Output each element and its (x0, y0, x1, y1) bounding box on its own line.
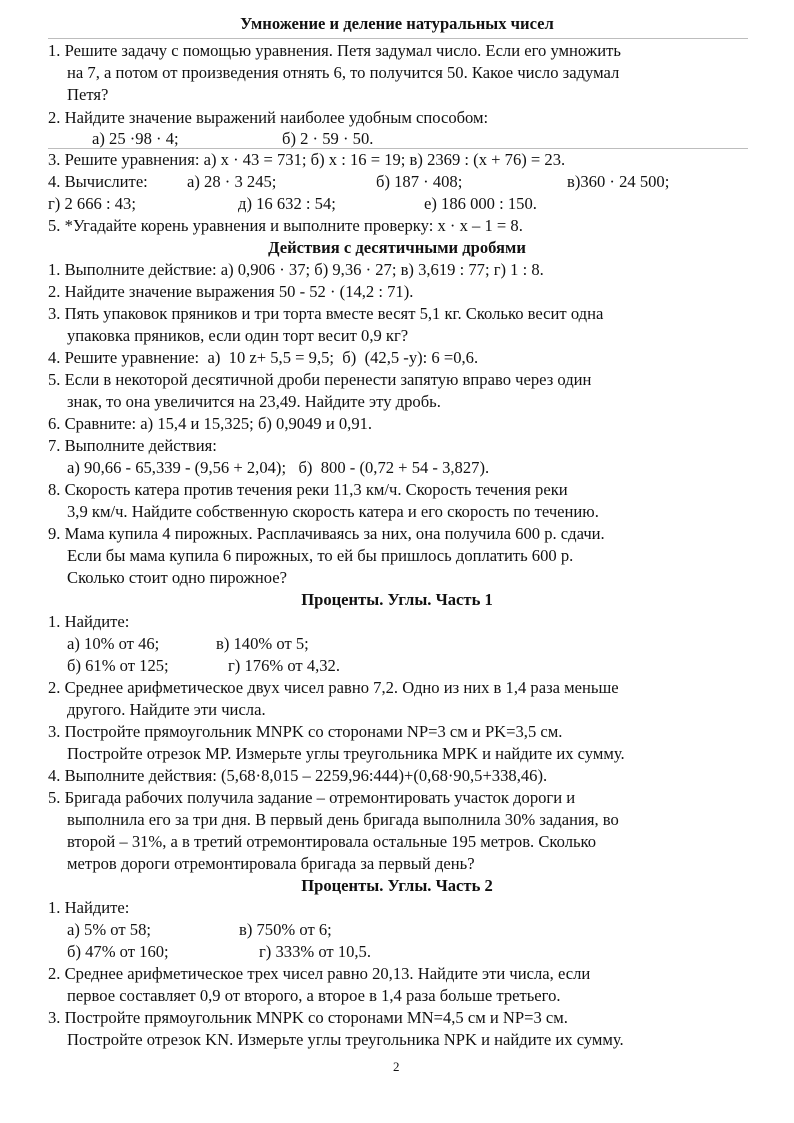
problem-subitem: г) 333% от 10,5. (259, 942, 372, 961)
problem-line: 3. Постройте прямоугольник MNPK со сторонами MN=4,5 см и NP=3 см. (48, 1008, 568, 1027)
problem-line: Постройте отрезок MP. Измерьте углы треугольника MPK и найдите их сумму. (67, 744, 625, 763)
problem-line: Сколько стоит одно пирожное? (67, 568, 287, 587)
problem-line: 5. Если в некоторой десятичной дроби перенести запятую вправо через один (48, 370, 592, 389)
problem-line: знак, то она увеличится на 23,49. Найдите эту дробь. (67, 392, 441, 411)
problem-line: 2. Найдите значение выражений наиболее удобным способом: (48, 108, 489, 127)
problem-line: 2. Найдите значение выражения 50 - 52 · (14,2 : 71). (48, 282, 414, 301)
problem-line: 9. Мама купила 4 пирожных. Расплачиваясь за них, она получила 600 р. сдачи. (48, 524, 605, 543)
problem-subitem: а) 25 ·98 · 4; (92, 129, 179, 148)
problem-subitem: б) 187 · 408; (376, 172, 463, 191)
problem-subitem: в)360 · 24 500; (567, 172, 670, 191)
problem-subitem: г) 176% от 4,32. (228, 656, 341, 675)
problem-line: 2. Среднее арифметическое трех чисел равно 20,13. Найдите эти числа, если (48, 964, 591, 983)
section-title-decimals: Действия с десятичными дробями (268, 238, 526, 257)
problem-line: второй – 31%, а в третий отремонтировала остальные 195 метров. Сколько (67, 832, 597, 851)
page-number: 2 (393, 1059, 400, 1074)
problem-line: 1. Найдите: (48, 898, 130, 917)
problem-line: метров дороги отремонтировала бригада за первый день? (67, 854, 475, 873)
problem-line: 5. Бригада рабочих получила задание – отремонтировать участок дороги и (48, 788, 576, 807)
problem-line: на 7, а потом от произведения отнять 6, то получится 50. Какое число задумал (67, 63, 620, 82)
problem-line: 1. Найдите: (48, 612, 130, 631)
problem-line: 4. Вычислите: (48, 172, 148, 191)
problem-subitem: б) 2 · 59 · 50. (282, 129, 374, 148)
problem-line: 4. Выполните действия: (5,68·8,015 – 2259,96:444)+(0,68·90,5+338,46). (48, 766, 548, 785)
problem-line: Петя? (67, 85, 109, 104)
problem-line: 1. Выполните действие: а) 0,906 · 37; б) 9,36 · 27; в) 3,619 : 77; г) 1 : 8. (48, 260, 544, 279)
problem-line: Если бы мама купила 6 пирожных, то ей бы пришлось доплатить 600 р. (67, 546, 574, 565)
problem-line: 5. *Угадайте корень уравнения и выполните проверку: x · x – 1 = 8. (48, 216, 523, 235)
section-rule (48, 38, 748, 39)
problem-subitem: г) 2 666 : 43; (48, 194, 136, 213)
problem-line: другого. Найдите эти числа. (67, 700, 266, 719)
problem-line: 7. Выполните действия: (48, 436, 217, 455)
problem-line: Постройте отрезок KN. Измерьте углы треугольника NPK и найдите их сумму. (67, 1030, 624, 1049)
problem-subitem: б) 61% от 125; (67, 656, 169, 675)
problem-subitem: а) 28 · 3 245; (187, 172, 277, 191)
problem-line: выполнила его за три дня. В первый день бригада выполнила 30% задания, во (67, 810, 619, 829)
problem-line: 3. Постройте прямоугольник MNPK со сторонами NP=3 см и PK=3,5 см. (48, 722, 563, 741)
problem-line: 4. Решите уравнение: а) 10 z+ 5,5 = 9,5; б) (42,5 -у): 6 =0,6. (48, 348, 479, 367)
problem-line: а) 90,66 - 65,339 - (9,56 + 2,04); б) 800 - (0,72 + 54 - 3,827). (67, 458, 490, 477)
section-title-multiplication: Умножение и деление натуральных чисел (240, 14, 554, 33)
problem-line: упаковка пряников, если один торт весит 0,9 кг? (67, 326, 409, 345)
problem-subitem: е) 186 000 : 150. (424, 194, 537, 213)
section-title-percent-part2: Проценты. Углы. Часть 2 (301, 876, 493, 895)
problem-line: 8. Скорость катера против течения реки 11,3 км/ч. Скорость течения реки (48, 480, 568, 499)
section-title-percent-part1: Проценты. Углы. Часть 1 (301, 590, 493, 609)
problem-subitem: а) 5% от 58; (67, 920, 151, 939)
problem-subitem: а) 10% от 46; (67, 634, 160, 653)
problem-line: 2. Среднее арифметическое двух чисел равно 7,2. Одно из них в 1,4 раза меньше (48, 678, 619, 697)
problem-subitem: д) 16 632 : 54; (238, 194, 336, 213)
problem-line: 3,9 км/ч. Найдите собственную скорость катера и его скорость по течению. (67, 502, 599, 521)
problem-line: 1. Решите задачу с помощью уравнения. Петя задумал число. Если его умножить (48, 41, 621, 60)
problem-subitem: б) 47% от 160; (67, 942, 169, 961)
problem-subitem: в) 140% от 5; (216, 634, 309, 653)
problem-line: первое составляет 0,9 от второго, а второе в 1,4 раза больше третьего. (67, 986, 561, 1005)
problem-line: 3. Решите уравнения: а) x · 43 = 731; б) x : 16 = 19; в) 2369 : (x + 76) = 23. (48, 150, 566, 169)
problem-line: 6. Сравните: а) 15,4 и 15,325; б) 0,9049 и 0,91. (48, 414, 373, 433)
problem-subitem: в) 750% от 6; (239, 920, 332, 939)
problem-line: 3. Пять упаковок пряников и три торта вместе весят 5,1 кг. Сколько весит одна (48, 304, 604, 323)
